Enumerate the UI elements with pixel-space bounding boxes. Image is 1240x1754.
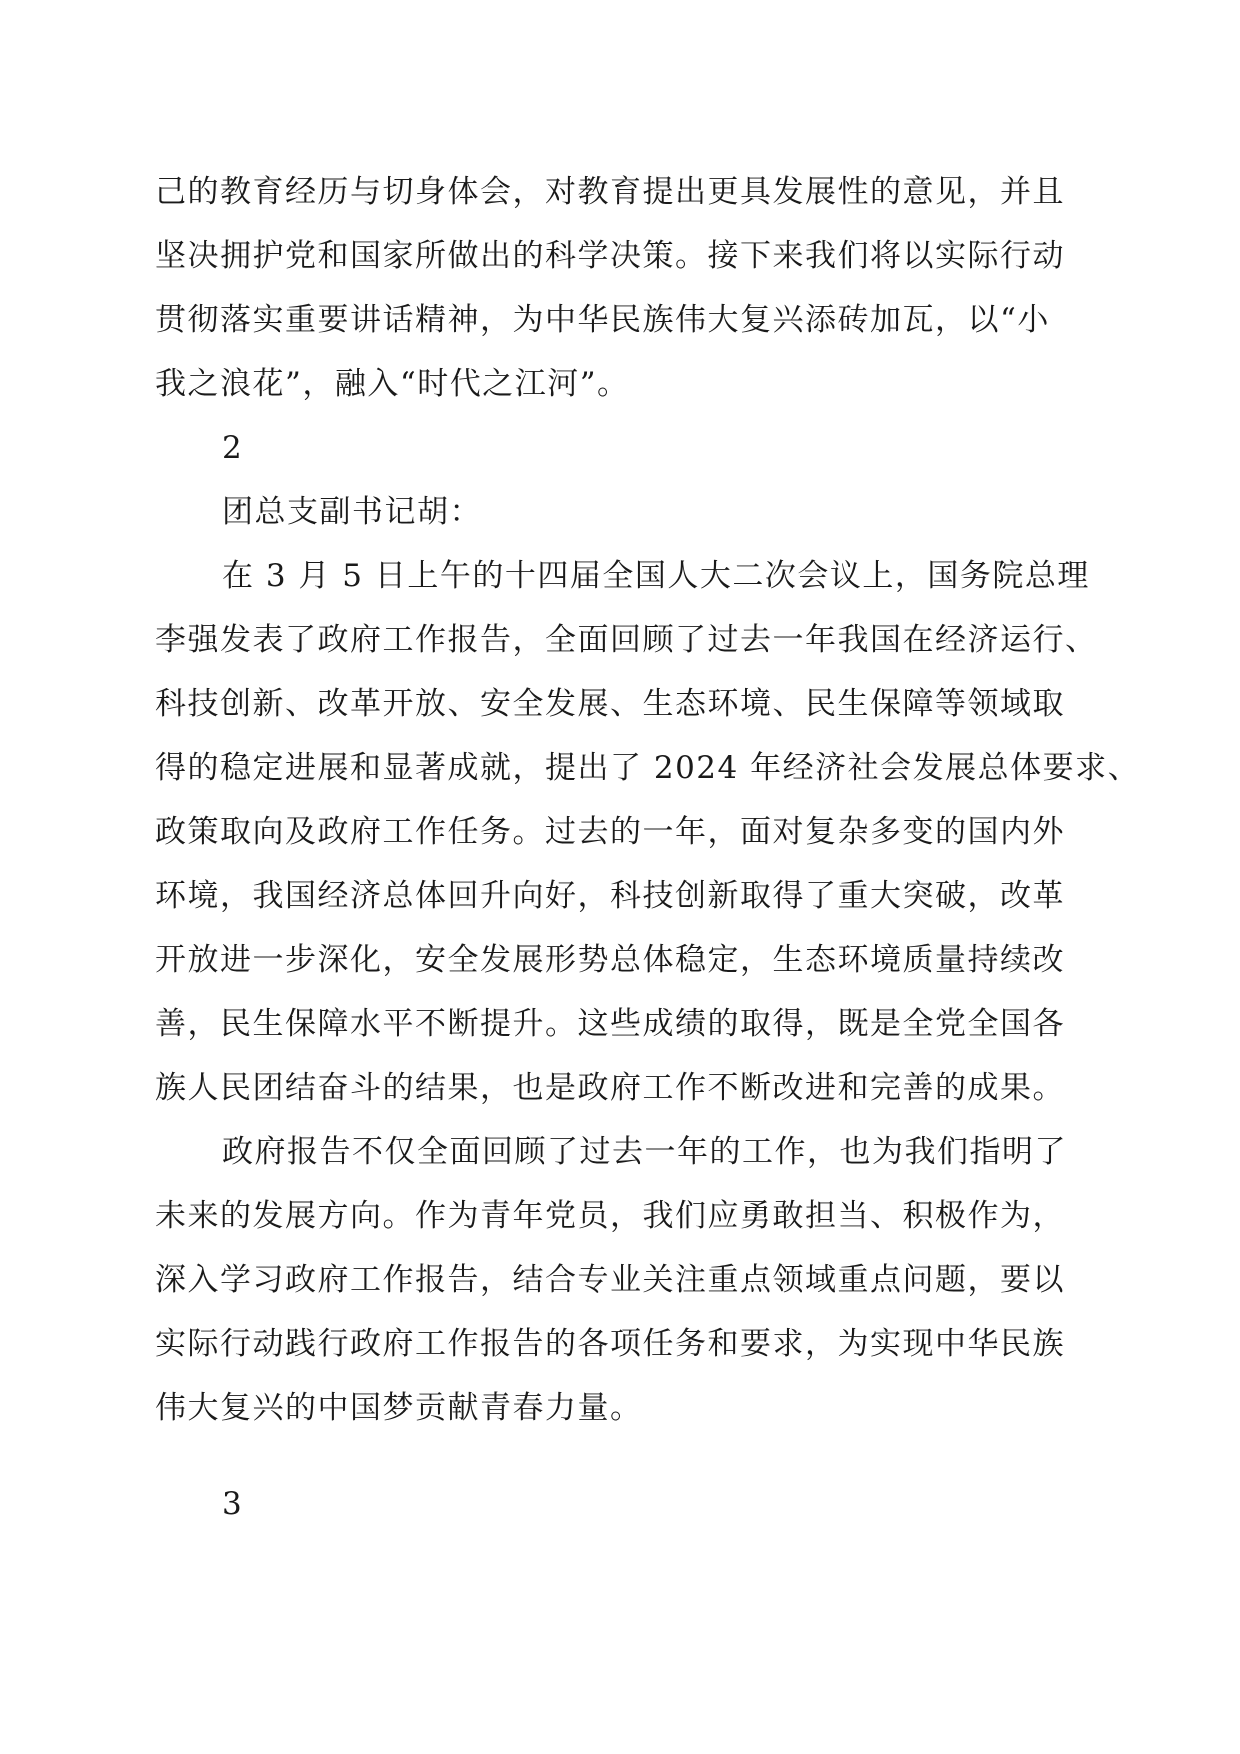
paragraph-line: 未来的发展方向。作为青年党员，我们应勇敢担当、积极作为， — [155, 1198, 1065, 1234]
paragraph-line: 科技创新、改革开放、安全发展、生态环境、民生保障等领域取 — [155, 686, 1065, 722]
paragraph-line: 得的稳定进展和显著成就，提出了 2024 年经济社会发展总体要求、 — [155, 750, 1141, 786]
paragraph-line: 开放进一步深化，安全发展形势总体稳定，生态环境质量持续改 — [155, 942, 1065, 978]
paragraph-line: 族人民团结奋斗的结果，也是政府工作不断改进和完善的成果。 — [155, 1070, 1065, 1106]
paragraph-line: 伟大复兴的中国梦贡献青春力量。 — [155, 1390, 643, 1426]
paragraph-line: 我之浪花”，融入“时代之江河”。 — [155, 366, 630, 402]
paragraph-line: 李强发表了政府工作报告，全面回顾了过去一年我国在经济运行、 — [155, 622, 1098, 658]
section-number: 2 — [222, 430, 244, 466]
paragraph-line: 坚决拥护党和国家所做出的科学决策。接下来我们将以实际行动 — [155, 238, 1065, 274]
section-number: 3 — [222, 1486, 244, 1522]
paragraph-line: 政策取向及政府工作任务。过去的一年，面对复杂多变的国内外 — [155, 814, 1065, 850]
paragraph-line: 己的教育经历与切身体会，对教育提出更具发展性的意见，并且 — [155, 174, 1065, 210]
paragraph-line: 在 3 月 5 日上午的十四届全国人大二次会议上，国务院总理 — [222, 558, 1090, 594]
paragraph-line: 善，民生保障水平不断提升。这些成绩的取得，既是全党全国各 — [155, 1006, 1065, 1042]
speaker-heading: 团总支副书记胡： — [222, 494, 482, 530]
paragraph-line: 贯彻落实重要讲话精神，为中华民族伟大复兴添砖加瓦，以“小 — [155, 302, 1050, 338]
paragraph-line: 环境，我国经济总体回升向好，科技创新取得了重大突破，改革 — [155, 878, 1065, 914]
paragraph-line: 政府报告不仅全面回顾了过去一年的工作，也为我们指明了 — [222, 1134, 1067, 1170]
paragraph-line: 实际行动践行政府工作报告的各项任务和要求，为实现中华民族 — [155, 1326, 1065, 1362]
paragraph-line: 深入学习政府工作报告，结合专业关注重点领域重点问题，要以 — [155, 1262, 1065, 1298]
